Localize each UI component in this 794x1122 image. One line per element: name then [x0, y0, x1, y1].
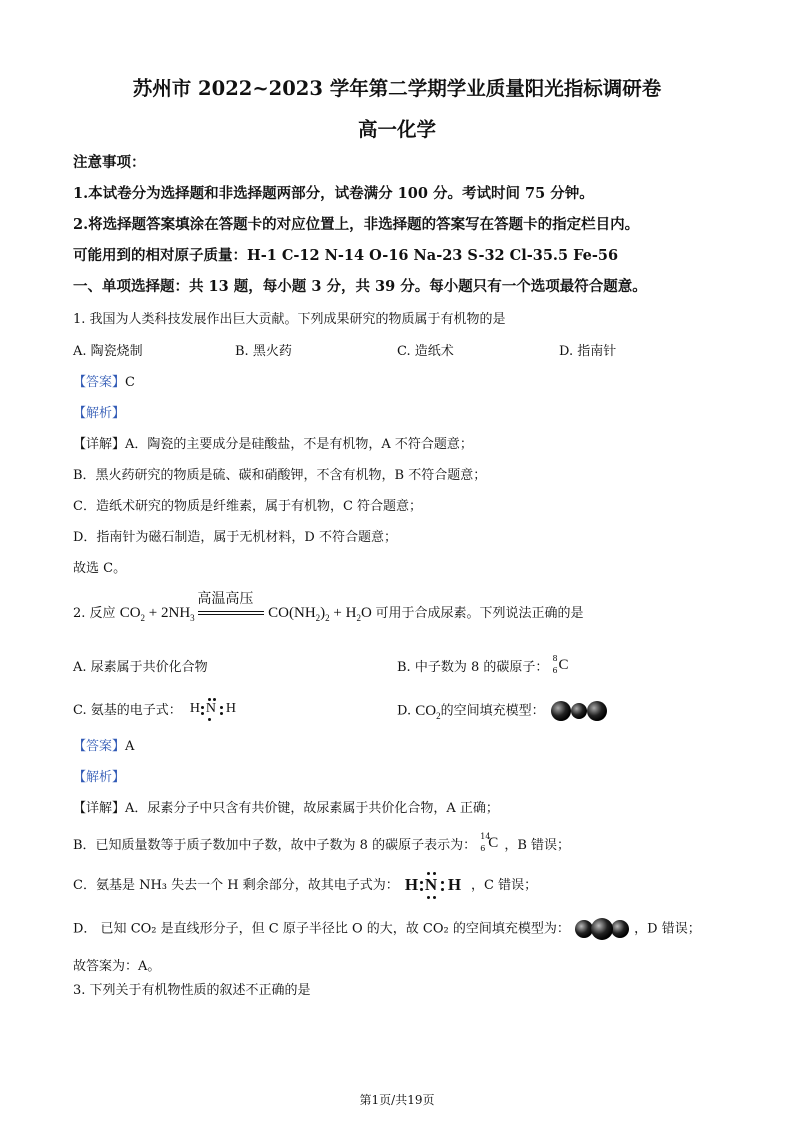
q1-answer-line	[73, 371, 135, 390]
q2-answer: A	[125, 739, 135, 754]
q3-stem: 3. 下列关于有机物性质的叙述不正确的是	[73, 983, 311, 998]
q2-detail-a-text: A．尿素分子中只含有共价键，故尿素属于共价化合物，A 正确；	[125, 801, 499, 816]
q1-conclusion: 故选 C。	[73, 561, 127, 576]
page-title: 苏州市 2022~2023 学年第二学期学业质量阳光指标调研卷	[132, 77, 662, 100]
notice-heading: 注意事项：	[73, 154, 146, 171]
co2-model-correct	[574, 917, 630, 941]
q2-detail-b-text: B．已知质量数等于质子数加中子数，故中子数为 8 的碳原子表示为：	[73, 838, 477, 853]
q2-detail-d	[73, 917, 701, 941]
q1-option-d: D. 指南针	[559, 344, 617, 359]
q2-detail-d-text: D． 已知 CO₂ 是直线形分子，但 C 原子半径比 O 的大，故 CO₂ 的空间填充模型为：	[73, 921, 570, 937]
q2-detail-c-text: C．氨基是 NH₃ 失去一个 H 剩余部分，故其电子式为：	[73, 878, 399, 893]
reaction-condition: 高温高压	[197, 591, 254, 607]
q2-option-b-text: B. 中子数为 8 的碳原子：	[397, 660, 549, 675]
q2-option-c-text: C. 氨基的电子式：	[73, 703, 182, 718]
q2-option-a: A. 尿素属于共价化合物	[73, 660, 208, 675]
detail-tag: 【详解】	[73, 437, 126, 452]
notice-item-2: 2.将选择题答案填涂在答题卡的对应位置上，非选择题的答案写在答题卡的指定栏目内。	[73, 216, 640, 233]
amino-electron-formula: H N H	[186, 701, 246, 721]
q1-detail-b: B．黑火药研究的物质是硫、碳和硝酸钾，不含有机物，B 不符合题意；	[73, 468, 487, 483]
answer-tag: 【答案】	[73, 375, 126, 390]
q2-option-c	[73, 699, 246, 721]
q2-option-d: D. $CO_2$的空间填充模型：	[397, 699, 609, 723]
q2-detail-b-end: ，B 错误；	[504, 838, 571, 853]
page-subtitle: 高一化学	[357, 118, 436, 141]
q1-detail-d: D．指南针为磁石制造，属于无机材料，D 不符合题意；	[73, 530, 397, 545]
section-heading: 一、单项选择题：共 13 题，每小题 3 分，共 39 分。每小题只有一个选项最符合题意。	[73, 278, 647, 295]
atomic-masses: 可能用到的相对原子质量：H-1 C-12 N-14 O-16 Na-23 S-32 Cl-35.5 Fe-56	[73, 247, 619, 264]
q2-detail-c	[73, 874, 537, 897]
notice-item-1: 1.本试卷分为选择题和非选择题两部分，试卷满分 100 分。考试时间 75 分钟。	[73, 185, 594, 202]
q2-option-d-text: 的空间填充模型：	[440, 703, 545, 719]
q1-answer: C	[125, 375, 135, 390]
q2-detail-b	[73, 831, 571, 856]
q1-analysis-tag: 【解析】	[73, 406, 126, 421]
q2-option-d-letter: D.	[397, 703, 416, 719]
q2-option-b	[397, 653, 573, 678]
q2-stem	[73, 591, 584, 623]
q2-detail-c-end: ，C 错误；	[471, 878, 538, 893]
q2-detail-a	[73, 797, 499, 816]
q1-detail-a	[73, 433, 473, 452]
carbon-isotope-14: 14 6 C	[480, 831, 499, 853]
q2-answer-line	[73, 735, 134, 754]
reaction-arrow	[197, 591, 264, 623]
equation: $CO_2 + 2NH_3$ 高温高压 $CO(NH_2)_2 + H_2O$	[120, 605, 376, 621]
detail-tag: 【详解】	[73, 801, 126, 816]
amino-electron-formula-correct: H N H	[403, 875, 467, 897]
q1-option-a: A. 陶瓷烧制	[73, 344, 143, 359]
q2-detail-d-end: ，D 错误；	[634, 921, 701, 937]
q2-tail: 可用于合成尿素。下列说法正确的是	[375, 606, 584, 621]
q2-analysis-tag: 【解析】	[73, 770, 126, 785]
q1-detail-c: C．造纸术研究的物质是纤维素，属于有机物，C 符合题意；	[73, 499, 423, 514]
q1-stem: 1. 我国为人类科技发展作出巨大贡献。下列成果研究的物质属于有机物的是	[73, 312, 506, 327]
co2-model-wrong	[549, 699, 609, 723]
q2-conclusion: 故答案为：A。	[73, 959, 161, 974]
q2-number: 2. 反应	[73, 606, 116, 621]
q1-detail-a-text: A．陶瓷的主要成分是硅酸盐，不是有机物，A 不符合题意；	[125, 437, 473, 452]
q1-option-b: B. 黑火药	[235, 344, 292, 359]
carbon-isotope-8: 8 6 C	[552, 653, 569, 675]
q1-option-c: C. 造纸术	[397, 344, 454, 359]
page-footer: 第1页/共19页	[359, 1093, 435, 1107]
answer-tag: 【答案】	[73, 739, 126, 754]
